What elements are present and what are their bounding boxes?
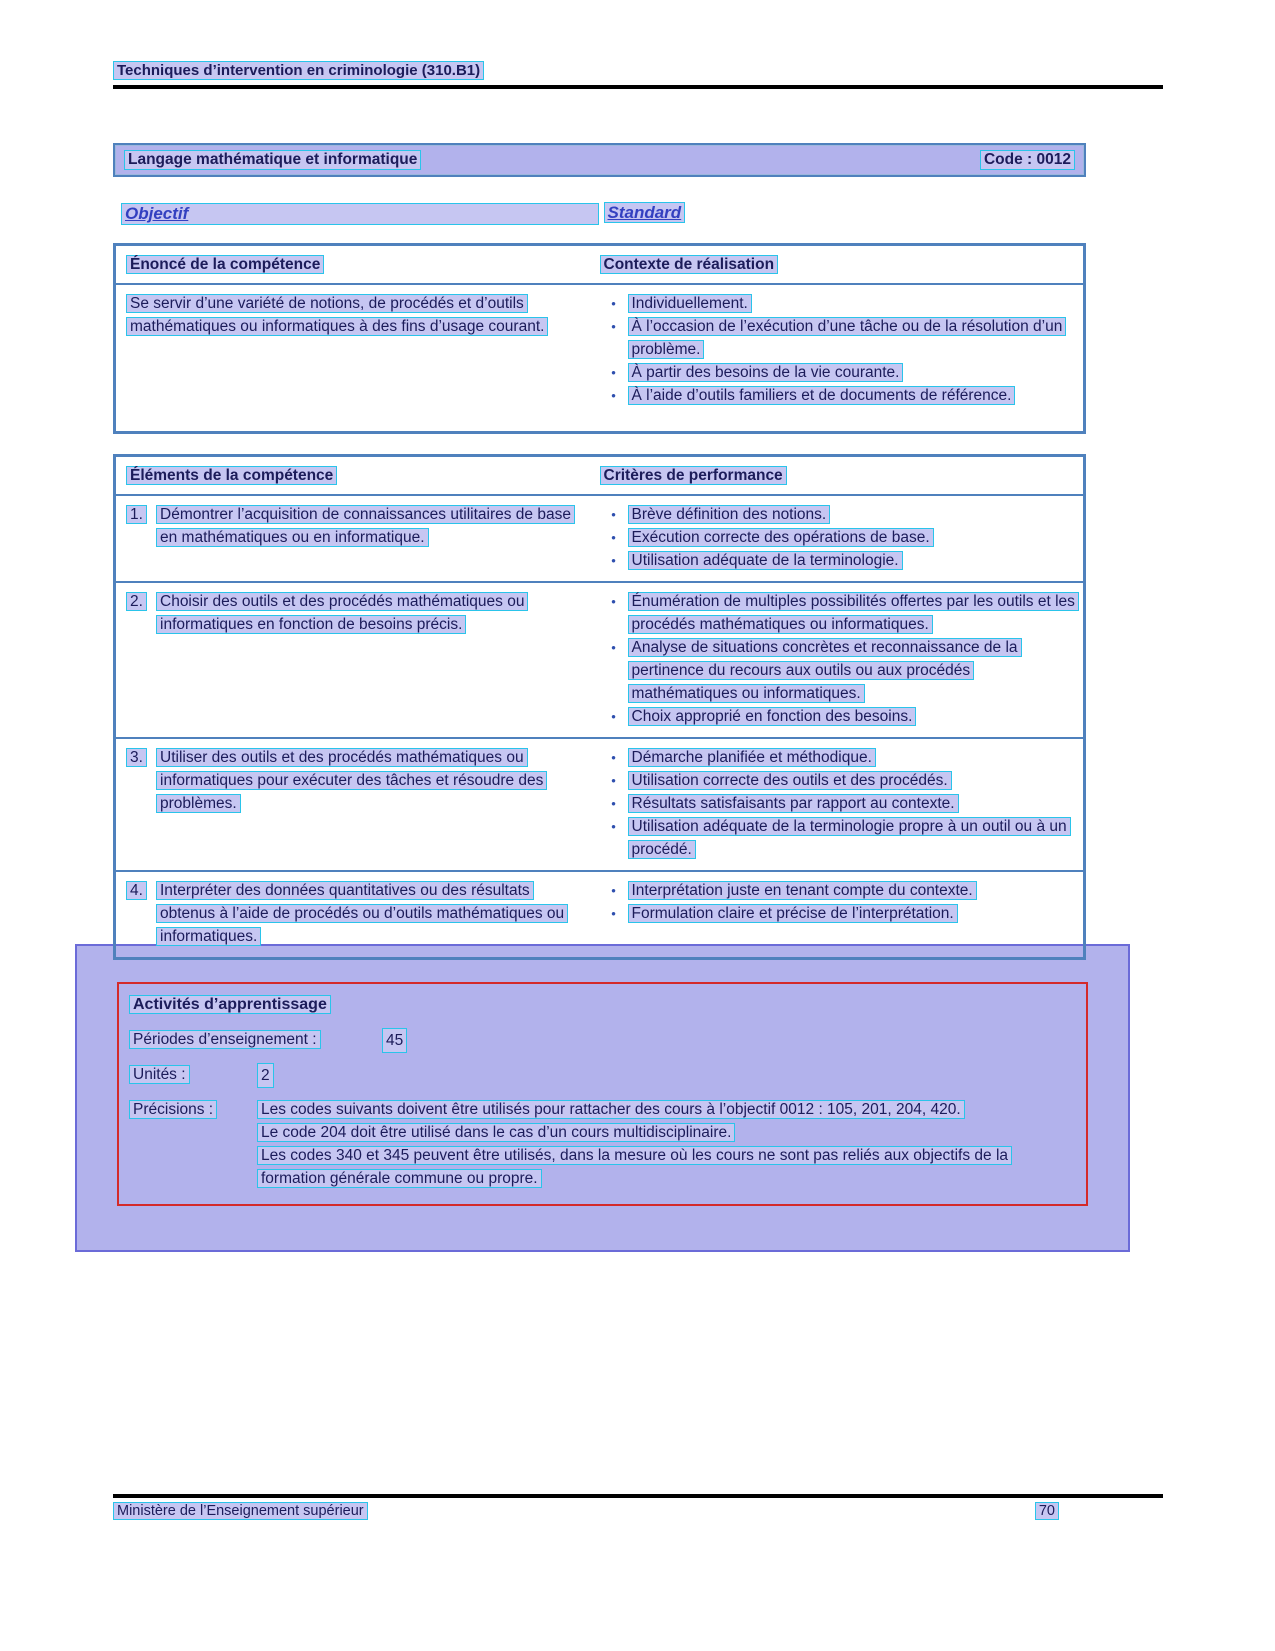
- standard-heading-cell: [604, 203, 686, 225]
- context-bullet: • À l’occasion de l’exécution d’une tâche ou de la résolution d’un problème.: [600, 315, 1080, 361]
- criteres-header: Critères de performance: [600, 466, 787, 485]
- contexte-header: Contexte de réalisation: [600, 255, 779, 274]
- bullet-icon: •: [611, 750, 616, 765]
- criterion-bullet: • Choix approprié en fonction des besoins.: [600, 705, 1080, 728]
- bullet-icon: •: [611, 906, 616, 921]
- criterion-bullet: • Utilisation adéquate de la terminologie propre à un outil ou à un procédé.: [600, 815, 1080, 861]
- title-bar: [113, 143, 1086, 177]
- enonce-text: Se servir d’une variété de notions, de procédés et d’outils mathématiques ou informatiques à des fins d’usage courant.: [126, 294, 548, 336]
- objectif-heading-cell: [121, 203, 604, 225]
- running-header: [113, 62, 1275, 79]
- precisions-text: Les codes suivants doivent être utilisés pour rattacher des cours à l’objectif 0012 : 105, 201, 204, 420. Le code 204 doit être utilisé dans le cas d’un cours multidisciplinaire. Les codes 340 et 345 peuvent être utilisés, dans la mesure où les cours ne sont pas reliés aux objectifs de la formation générale commune ou propre.: [257, 1098, 1067, 1190]
- elements-header: Éléments de la compétence: [126, 466, 337, 485]
- unites-label: Unités :: [129, 1065, 190, 1084]
- criterion-bullet: • Formulation claire et précise de l’interprétation.: [600, 902, 1080, 925]
- periodes-label: Périodes d’enseignement :: [129, 1030, 321, 1049]
- bullet-icon: •: [611, 553, 616, 568]
- activities-title: Activités d’apprentissage: [129, 995, 331, 1014]
- activities-box: [117, 982, 1088, 1206]
- enonce-cell: [116, 292, 600, 422]
- criterion-bullet: • Analyse de situations concrètes et reconnaissance de la pertinence du recours aux outils ou aux procédés mathématiques ou informatiques.: [600, 636, 1080, 705]
- element-row-2: [116, 581, 1083, 737]
- criterion-bullet: • Interprétation juste en tenant compte du contexte.: [600, 879, 1080, 902]
- criterion-bullet: • Brève définition des notions.: [600, 503, 1080, 526]
- bullet-icon: •: [611, 819, 616, 834]
- running-header-title: Techniques d’intervention en criminologie (310.B1): [113, 61, 484, 80]
- bullet-icon: •: [611, 709, 616, 724]
- element-text: Interpréter des données quantitatives ou des résultats obtenus à l’aide de procédés ou d’outils mathématiques ou informatiques.: [156, 881, 568, 946]
- criterion-bullet: • Utilisation adéquate de la terminologie.: [600, 549, 1080, 572]
- competence-table-header: [116, 246, 1083, 285]
- periodes-value: 45: [382, 1028, 407, 1053]
- criterion-bullet: • Exécution correcte des opérations de base.: [600, 526, 1080, 549]
- unites-value: 2: [257, 1063, 274, 1088]
- bullet-icon: •: [611, 365, 616, 380]
- bullet-icon: •: [611, 296, 616, 311]
- bullet-icon: •: [611, 319, 616, 334]
- element-number: 1.: [126, 503, 156, 549]
- unites-row: [129, 1063, 1076, 1088]
- context-bullet: • À partir des besoins de la vie courante.: [600, 361, 1080, 384]
- element-text: Choisir des outils et des procédés mathématiques ou informatiques en fonction de besoins précis.: [156, 592, 528, 634]
- criterion-bullet: • Énumération de multiples possibilités offertes par les outils et les procédés mathématiques ou informatiques.: [600, 590, 1080, 636]
- bullet-icon: •: [611, 507, 616, 522]
- course-title: Langage mathématique et informatique: [124, 150, 421, 170]
- element-number: 2.: [126, 590, 156, 636]
- bullet-icon: •: [611, 883, 616, 898]
- standard-heading: Standard: [604, 202, 686, 223]
- objectif-heading: Objectif: [121, 203, 599, 225]
- competence-table-body: [116, 285, 1083, 431]
- bullet-icon: •: [611, 773, 616, 788]
- bullet-icon: •: [611, 640, 616, 655]
- bullet-icon: •: [611, 530, 616, 545]
- activities-panel: [75, 944, 1130, 1252]
- element-number: 3.: [126, 746, 156, 815]
- bullet-icon: •: [611, 796, 616, 811]
- context-bullet: • Individuellement.: [600, 292, 1080, 315]
- section-heading-row: [121, 203, 1086, 225]
- bullet-icon: •: [611, 388, 616, 403]
- course-code: Code : 0012: [980, 150, 1075, 170]
- header-rule: [113, 85, 1163, 89]
- activities-title-row: [129, 993, 1076, 1016]
- bullet-icon: •: [611, 594, 616, 609]
- elements-table: [113, 454, 1086, 960]
- competence-table: [113, 243, 1086, 434]
- element-text: Démontrer l’acquisition de connaissances utilitaires de base en mathématiques ou en informatique.: [156, 505, 575, 547]
- criterion-bullet: • Résultats satisfaisants par rapport au contexte.: [600, 792, 1080, 815]
- precisions-label: Précisions :: [129, 1100, 217, 1119]
- precisions-row: [129, 1098, 1076, 1190]
- enonce-header: Énoncé de la compétence: [126, 255, 324, 274]
- element-row-3: [116, 737, 1083, 870]
- element-row-4: [116, 870, 1083, 957]
- elements-table-header: [116, 457, 1083, 496]
- contexte-cell: [600, 292, 1084, 422]
- element-number: 4.: [126, 879, 156, 948]
- context-bullet: • À l’aide d’outils familiers et de documents de référence.: [600, 384, 1080, 407]
- criterion-bullet: • Utilisation correcte des outils et des procédés.: [600, 769, 1080, 792]
- element-text: Utiliser des outils et des procédés mathématiques ou informatiques pour exécuter des tâches et résoudre des problèmes.: [156, 748, 547, 813]
- footer-ministry: Ministère de l’Enseignement supérieur: [113, 1502, 368, 1520]
- page-footer: [113, 1494, 1163, 1520]
- periodes-row: [129, 1028, 1076, 1053]
- page-number: 70: [1035, 1502, 1059, 1520]
- element-row-1: [116, 496, 1083, 581]
- criterion-bullet: • Démarche planifiée et méthodique.: [600, 746, 1080, 769]
